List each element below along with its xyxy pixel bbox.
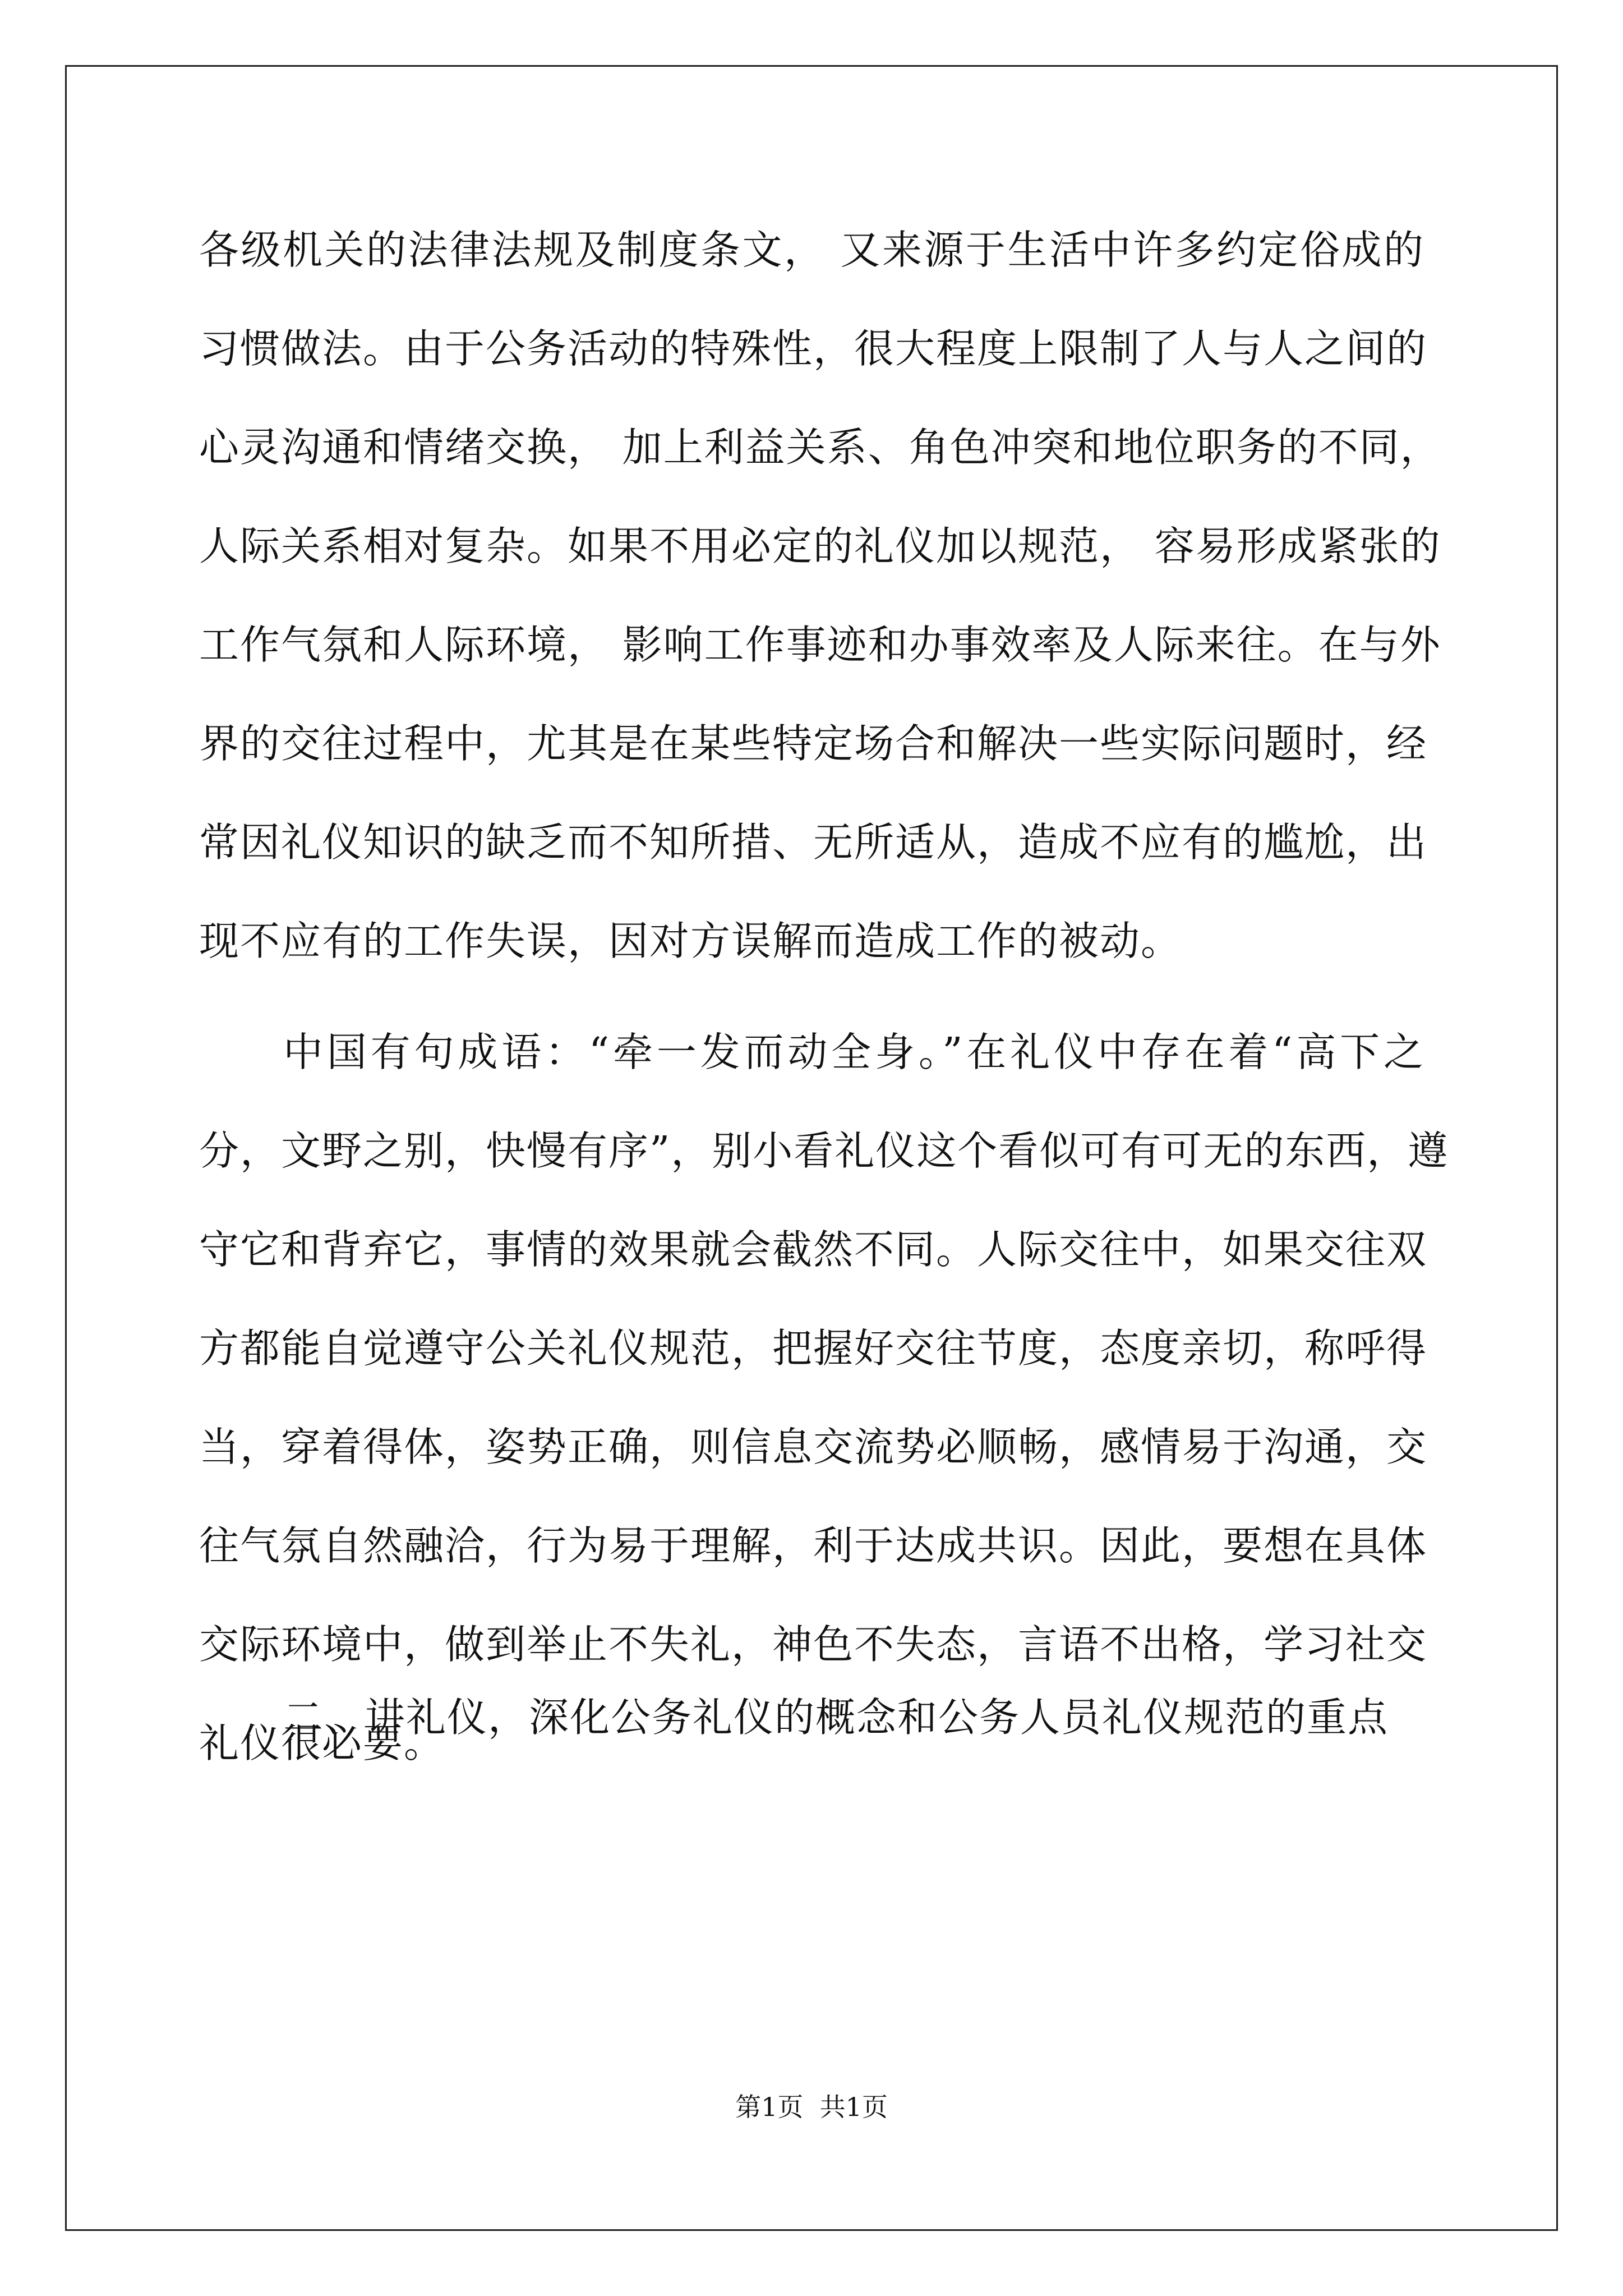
section-heading: 二、讲礼仪，深化公务礼仪的概念和公务人员礼仪规范的重点 (283, 1694, 1389, 1741)
paragraph-2-line-2: 分，文野之别，快慢有序”，别小看礼仪这个看似可有可无的东西，遵 (199, 1128, 1449, 1174)
paragraph-2-line-7: 交际环境中，做到举止不失礼，神色不失态，言语不出格，学习社交 (199, 1621, 1428, 1668)
paragraph-2-line-3: 守它和背弃它，事情的效果就会截然不同。人际交往中，如果交往双 (199, 1226, 1428, 1273)
paragraph-1-line-7: 常因礼仪知识的缺乏而不知所措、无所适从，造成不应有的尴尬，出 (199, 819, 1428, 866)
page-footer: 第1页 共1页 (735, 2092, 888, 2122)
paragraph-2-line-4: 方都能自觉遵守公关礼仪规范，把握好交往节度，态度亲切，称呼得 (199, 1325, 1428, 1372)
paragraph-1-line-6: 界的交往过程中，尤其是在某些特定场合和解决一些实际问题时，经 (199, 720, 1428, 767)
paragraph-2-line-1: 中国有句成语：“牵一发而动全身。”在礼仪中存在着“高下之 (283, 1029, 1424, 1075)
paragraph-1-line-4: 人际关系相对复杂。如果不用必定的礼仪加以规范， 容易形成紧张的 (199, 523, 1441, 569)
body-text (199, 201, 1449, 1793)
paragraph-2-line-5: 当，穿着得体，姿势正确，则信息交流势必顺畅，感情易于沟通，交 (199, 1424, 1428, 1470)
paragraph-1-line-8: 现不应有的工作失误，因对方误解而造成工作的被动。 (199, 918, 1182, 964)
paragraph-2-line-8: 礼仪很必要。 (199, 1720, 445, 1766)
paragraph-1-line-1: 各级机关的法律法规及制度条文， 又来源于生活中许多约定俗成的 (199, 227, 1424, 273)
paragraph-1-line-3: 心灵沟通和情绪交换， 加上利益关系、角色冲突和地位职务的不同， (199, 424, 1441, 471)
paragraph-1-line-5: 工作气氛和人际环境， 影响工作事迹和办事效率及人际来往。在与外 (199, 622, 1441, 668)
paragraph-2-line-6: 往气氛自然融洽，行为易于理解，利于达成共识。因此，要想在具体 (199, 1522, 1428, 1569)
paragraph-1-line-2: 习惯做法。由于公务活动的特殊性，很大程度上限制了人与人之间的 (199, 325, 1428, 372)
